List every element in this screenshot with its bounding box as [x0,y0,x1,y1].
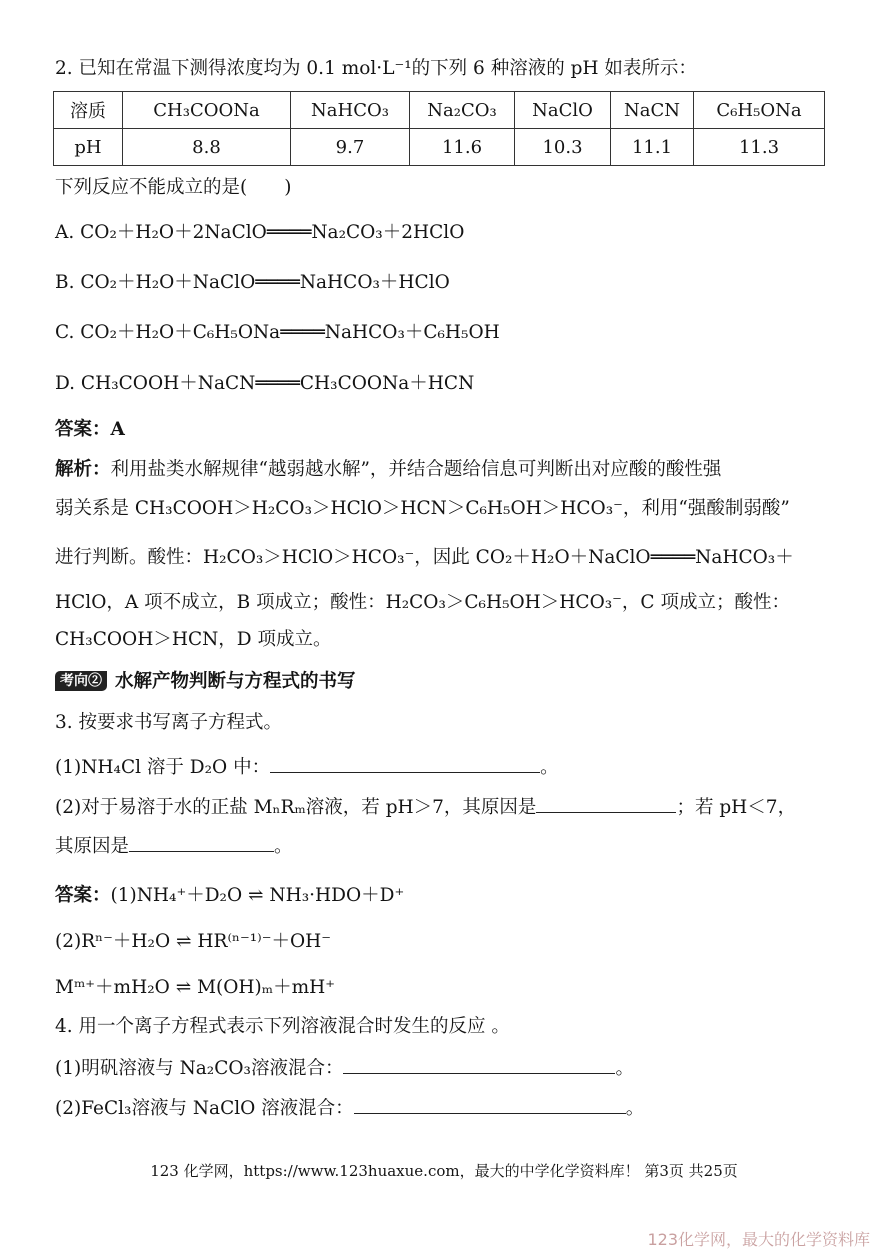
q3-answer-line: Mᵐ⁺＋mH₂O ⇌ M(OH)ₘ＋mH⁺ [55,977,336,998]
option-b: B. CO₂＋H₂O＋NaClO════NaHCO₃＋HClO [55,272,450,293]
q3-part1 [55,754,559,780]
table-cell: C₆H₅ONa [694,92,825,129]
analysis-label: 解析： [55,459,111,480]
analysis-line: CH₃COOH＞HCN，D 项成立。 [55,629,332,650]
table-cell: 11.1 [611,129,694,166]
q3-part1-end: 。 [540,757,559,778]
q4-part1 [55,1055,634,1081]
answer-value: A [110,419,125,440]
table-cell: 11.3 [694,129,825,166]
q3-stem: 3. 按要求书写离子方程式。 [55,712,283,733]
q3-part2-end: 。 [274,836,293,857]
option-c: C. CO₂＋H₂O＋C₆H₅ONa════NaHCO₃＋C₆H₅OH [55,322,500,343]
q4-part1-text: (1)明矾溶液与 Na₂CO₃溶液混合： [55,1058,344,1079]
section-title: 水解产物判断与方程式的书写 [115,671,356,692]
analysis-line: HClO，A 项不成立，B 项成立；酸性：H₂CO₃＞C₆H₅OH＞HCO₃⁻，C 项成立；酸性： [55,592,790,613]
q4-stem: 4. 用一个离子方程式表示下列溶液混合时发生的反应 。 [55,1016,510,1037]
q2-answer [55,418,125,442]
answer-text: (1)NH₄⁺＋D₂O ⇌ NH₃·HDO＋D⁺ [110,885,405,906]
analysis-line: 进行判断。酸性：H₂CO₃＞HClO＞HCO₃⁻，因此 CO₂＋H₂O＋NaClO════NaHCO₃＋ [55,547,794,568]
analysis-text: 利用盐类水解规律“越弱越水解”，并结合题给信息可判断出对应酸的酸性强 [110,459,722,480]
table-header-label: 溶质 [54,92,123,129]
page-footer: 123 化学网，https://www.123huaxue.com，最大的中学化学资料库！ 第3页 共25页 [150,1162,738,1180]
answer-label: 答案： [55,419,111,440]
q3-part2-text-c: 其原因是 [55,836,130,857]
answer-blank[interactable] [129,833,274,852]
table-cell: 10.3 [515,129,611,166]
analysis-line [55,458,721,482]
table-cell: NaClO [515,92,611,129]
q4-part2 [55,1095,644,1121]
answer-blank[interactable] [536,794,676,813]
table-row [54,129,825,166]
table-cell: 8.8 [123,129,291,166]
table-row-label: pH [54,129,123,166]
q3-answer [55,884,404,908]
table-cell: NaCN [611,92,694,129]
q3-part2-text-b: ；若 pH＜7， [676,797,797,818]
q4-part2-text: (2)FeCl₃溶液与 NaClO 溶液混合： [55,1098,354,1119]
table-cell: NaHCO₃ [291,92,410,129]
table-cell: CH₃COONa [123,92,291,129]
watermark: 123化学网，最大的化学资料库 [647,1230,870,1249]
q4-part2-end: 。 [625,1098,645,1119]
section-heading [55,670,356,694]
q2-question: 下列反应不能成立的是( ) [55,177,292,198]
analysis-line: 弱关系是 CH₃COOH＞H₂CO₃＞HClO＞HCN＞C₆H₅OH＞HCO₃⁻，利用“强酸制弱酸” [55,498,790,519]
answer-blank[interactable] [270,754,540,773]
q2-stem: 2. 已知在常温下测得浓度均为 0.1 mol·L⁻¹的下列 6 种溶液的 pH 如表所示： [55,58,697,79]
table-row [54,92,825,129]
q4-part1-end: 。 [615,1058,634,1079]
option-d: D. CH₃COOH＋NaCN════CH₃COONa＋HCN [55,373,475,394]
ph-table [53,91,825,166]
answer-blank[interactable] [343,1055,615,1074]
section-tag: 考向② [55,671,107,691]
q3-part1-text: (1)NH₄Cl 溶于 D₂O 中： [55,757,271,778]
table-cell: 11.6 [410,129,515,166]
q3-answer-line: (2)Rⁿ⁻＋H₂O ⇌ HR⁽ⁿ⁻¹⁾⁻＋OH⁻ [55,931,332,952]
answer-blank[interactable] [354,1095,626,1114]
table-cell: Na₂CO₃ [410,92,515,129]
q3-part2-text: (2)对于易溶于水的正盐 MₙRₘ溶液，若 pH＞7，其原因是 [55,797,537,818]
table-cell: 9.7 [291,129,410,166]
answer-label: 答案： [55,885,111,906]
q3-part2 [55,794,796,820]
option-a: A. CO₂＋H₂O＋2NaClO════Na₂CO₃＋2HClO [55,222,465,243]
q3-part2-cont [55,833,293,859]
